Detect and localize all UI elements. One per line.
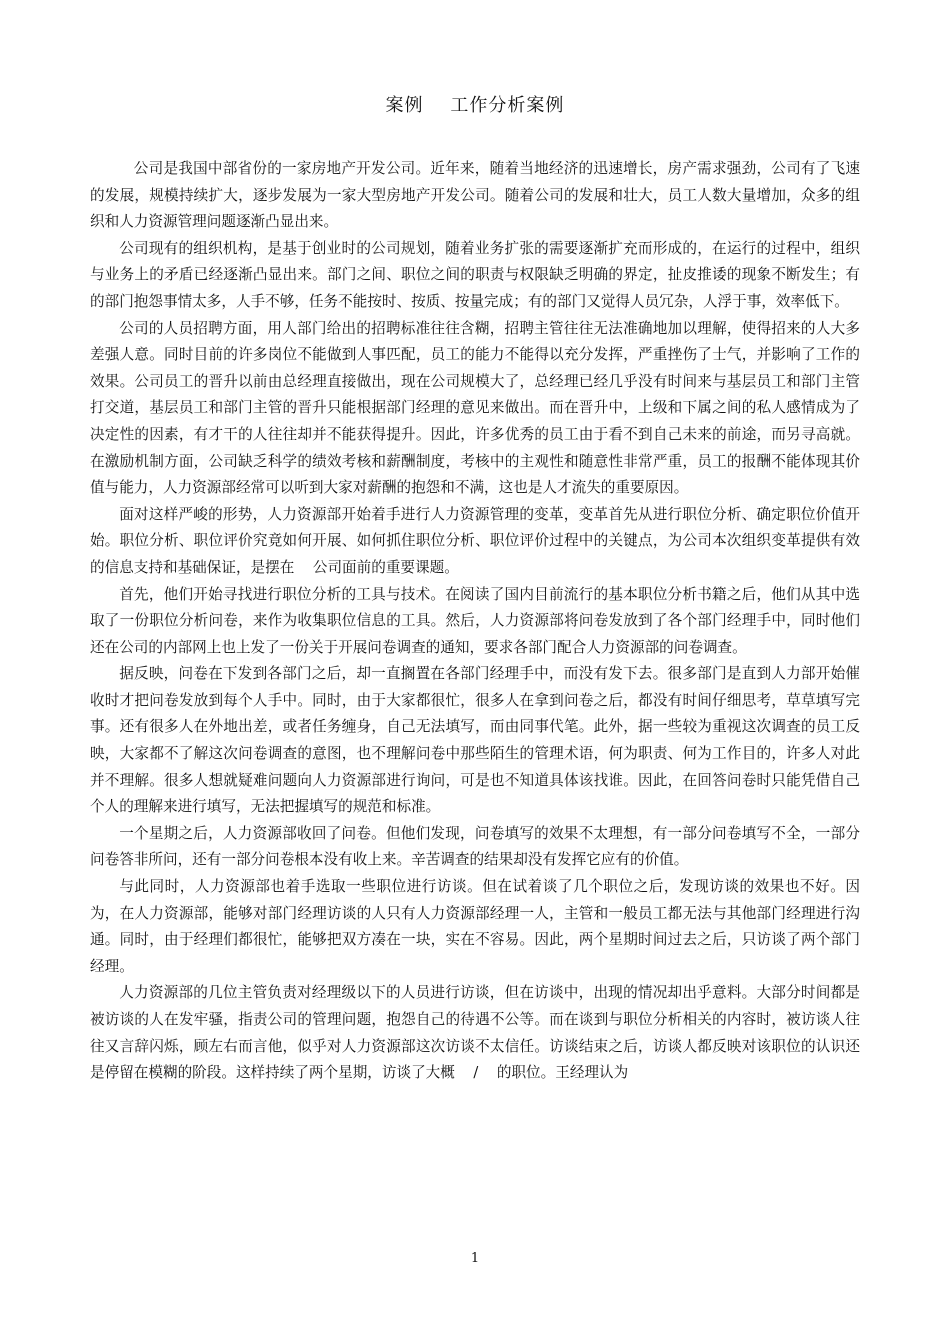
paragraph: 首先，他们开始寻找进行职位分析的工具与技术。在阅读了国内目前流行的基本职位分析书籍之后，他们从其中选取了一份职位分析问卷，来作为收集职位信息的工具。然后，人力资源部将问卷发放到了各个部门经理手中，同时他们还在公司的内部网上也上发了一份关于开展问卷调查的通知，要求各部门配合人力资源部的问卷调查。 [90, 585, 860, 656]
paragraph: 公司的人员招聘方面，用人部门给出的招聘标准往往含糊，招聘主管往往无法准确地加以理解，使得招来的人大多差强人意。同时目前的许多岗位不能做到人事匹配，员工的能力不能得以充分发挥，严重挫伤了士气，并影响了工作的效果。公司员工的晋升以前由总经理直接做出，现在公司规模大了，总经理已经几乎没有时间来与基层员工和部门主管打交道，基层员工和部门主管的晋升只能根据部门经理的意见来做出。而在晋升中，上级和下属之间的私人感情成为了决定性的因素，有才干的人往往却并不能获得提升。因此，许多优秀的员工由于看不到自己未来的前途，而另寻高就。在激励机制方面，公司缺乏科学的绩效考核和薪酬制度，考核中的主观性和随意性非常严重，员工的报酬不能体现其价值与能力，人力资源部经常可以听到大家对薪酬的抱怨和不满，这也是人才流失的重要原因。 [90, 319, 860, 497]
paragraph: 据反映，问卷在下发到各部门之后，却一直搁置在各部门经理手中，而没有发下去。很多部门是直到人力部开始催收时才把问卷发放到每个人手中。同时，由于大家都很忙，很多人在拿到问卷之后，都没有时间仔细思考，草草填写完事。还有很多人在外地出差，或者任务缠身，自己无法填写，而由同事代笔。此外，据一些较为重视这次调查的员工反映，大家都不了解这次问卷调查的意图，也不理解问卷中那些陌生的管理术语，何为职责、何为工作目的，许多人对此并不理解。很多人想就疑难问题向人力资源部进行询问，可是也不知道具体该找谁。因此，在回答问卷时只能凭借自己个人的理解来进行填写，无法把握填写的规范和标准。 [90, 665, 860, 816]
page-title: 案例 工作分析案例 [385, 95, 565, 116]
paragraph: 与此同时，人力资源部也着手选取一些职位进行访谈。但在试着谈了几个职位之后，发现访谈的效果也不好。因为，在人力资源部，能够对部门经理访谈的人只有人力资源部经理一人，主管和一般员工都无法与其他部门经理进行沟通。同时，由于经理们都很忙，能够把双方凑在一块，实在不容易。因此，两个星期时间过去之后，只访谈了两个部门经理。 [90, 878, 860, 975]
body-text [90, 156, 860, 1087]
paragraph: 公司现有的组织机构，是基于创业时的公司规划，随着业务扩张的需要逐渐扩充而形成的，在运行的过程中，组织与业务上的矛盾已经逐渐凸显出来。部门之间、职位之间的职责与权限缺乏明确的界定，扯皮推诿的现象不断发生；有的部门抱怨事情太多，人手不够，任务不能按时、按质、按量完成；有的部门又觉得人员冗杂，人浮于事，效率低下。 [90, 239, 860, 310]
paragraph: 公司是我国中部省份的一家房地产开发公司。近年来，随着当地经济的迅速增长，房产需求强劲，公司有了飞速的发展，规模持续扩大，逐步发展为一家大型房地产开发公司。随着公司的发展和壮大，员工人数大量增加，众多的组织和人力资源管理问题逐渐凸显出来。 [90, 160, 860, 231]
paragraph: 面对这样严峻的形势，人力资源部开始着手进行人力资源管理的变革，变革首先从进行职位分析、确定职位价值开始。职位分析、职位评价究竟如何开展、如何抓住职位分析、职位评价过程中的关键点，为公司本次组织变革提供有效的信息支持和基础保证，是摆在 公司面前的重要课题。 [90, 505, 860, 576]
paragraph: 一个星期之后，人力资源部收回了问卷。但他们发现，问卷填写的效果不太理想，有一部分问卷填写不全，一部分问卷答非所问，还有一部分问卷根本没有收上来。辛苦调查的结果却没有发挥它应有的价值。 [90, 824, 860, 869]
paragraph: 人力资源部的几位主管负责对经理级以下的人员进行访谈，但在访谈中，出现的情况却出乎意料。大部分时间都是被访谈的人在发牢骚，指责公司的管理问题，抱怨自己的待遇不公等。而在谈到与职位分析相关的内容时，被访谈人往往又言辞闪烁，顾左右而言他，似乎对人力资源部这次访谈不太信任。访谈结束之后，访谈人都反映对该职位的认识还是停留在模糊的阶段。这样持续了两个星期，访谈了大概 / 的职位。王经理认为 [90, 984, 860, 1082]
page-number: 1 [470, 1251, 480, 1266]
